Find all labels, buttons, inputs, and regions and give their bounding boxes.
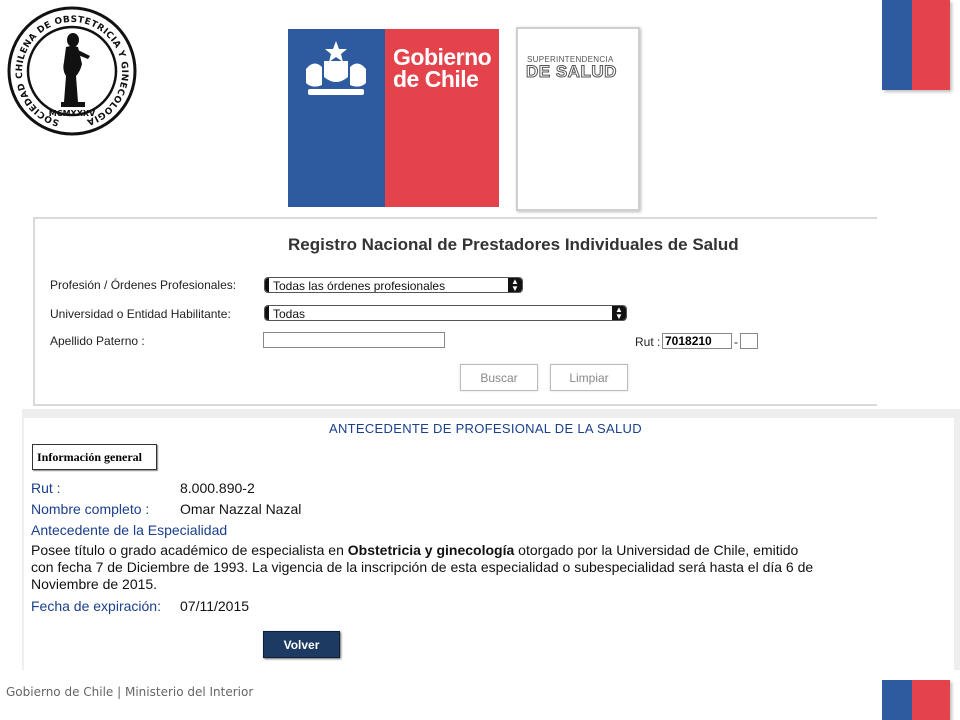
rut-input[interactable]: 7018210: [662, 333, 732, 349]
logo-de-salud-text: DE SALUD: [526, 62, 617, 81]
buscar-button[interactable]: Buscar: [460, 364, 538, 391]
especialidad-heading: Antecedente de la Especialidad: [31, 522, 228, 538]
logo-de-chile-text: de Chile: [393, 66, 479, 92]
logo-superintendencia-text: SUPERINTENDENCIA: [527, 55, 614, 64]
desc-part1: Posee título o grado académico de especialista en: [31, 542, 348, 558]
universidad-label: Universidad o Entidad Habilitante:: [50, 307, 231, 321]
result-rut-value: 8.000.890-2: [180, 480, 255, 496]
superintendencia-de-salud-logo: [516, 27, 640, 211]
flag-stripes-top: [882, 0, 950, 90]
select-arrows-icon: ▲ ▼: [612, 306, 626, 320]
apellido-label: Apellido Paterno :: [50, 334, 145, 348]
universidad-select-value: Todas: [273, 307, 306, 321]
seal-year: MCMXXXV: [48, 109, 96, 118]
especialidad-description: [31, 542, 821, 593]
result-title: ANTECEDENTE DE PROFESIONAL DE LA SALUD: [329, 421, 642, 436]
result-nombre-value: Omar Nazzal Nazal: [180, 501, 302, 517]
expiracion-value: 07/11/2015: [180, 598, 250, 614]
search-form-title: Registro Nacional de Prestadores Individuales de Salud: [288, 235, 739, 254]
logo-gobierno-text: Gobierno: [393, 44, 492, 70]
gobierno-de-chile-logo: [288, 29, 499, 207]
profesion-select[interactable]: [264, 277, 523, 293]
result-rut-label: Rut :: [31, 480, 61, 496]
desc-specialty: Obstetricia y ginecología: [347, 542, 515, 558]
expiracion-label: Fecha de expiración:: [31, 598, 161, 614]
select-arrows-icon: ▲ ▼: [508, 278, 522, 292]
volver-button[interactable]: Volver: [263, 631, 340, 658]
desc-part2: otorgado por la Universidad de Chile, emitido con fecha 7 de Diciembre de 1993. La vigencia de la inscripción de esta especialidad o subespecialidad será hasta el día 6 de Noviembre de 2015.: [31, 542, 814, 592]
search-form-panel: [33, 217, 877, 406]
society-seal-logo: [6, 6, 138, 136]
coat-of-arms-icon: [300, 39, 372, 99]
seal-ring-text: SOCIEDAD CHILENA DE OBSTETRICIA Y GINECOLOGIA: [14, 14, 130, 128]
universidad-select[interactable]: [264, 305, 627, 321]
rut-label: Rut :: [635, 335, 661, 349]
footer-text: Gobierno de Chile | Ministerio del Interior: [6, 685, 254, 699]
flag-stripes-bottom: [882, 680, 950, 720]
profesion-select-value: Todas las órdenes profesionales: [273, 279, 446, 293]
rut-dv-input[interactable]: [740, 333, 758, 349]
limpiar-button[interactable]: Limpiar: [550, 364, 628, 391]
profesion-label: Profesión / Órdenes Profesionales:: [50, 278, 237, 292]
apellido-input[interactable]: [263, 332, 445, 348]
tab-informacion-general[interactable]: Información general: [32, 444, 157, 470]
result-nombre-label: Nombre completo :: [31, 501, 150, 517]
rut-separator: -: [734, 335, 738, 349]
